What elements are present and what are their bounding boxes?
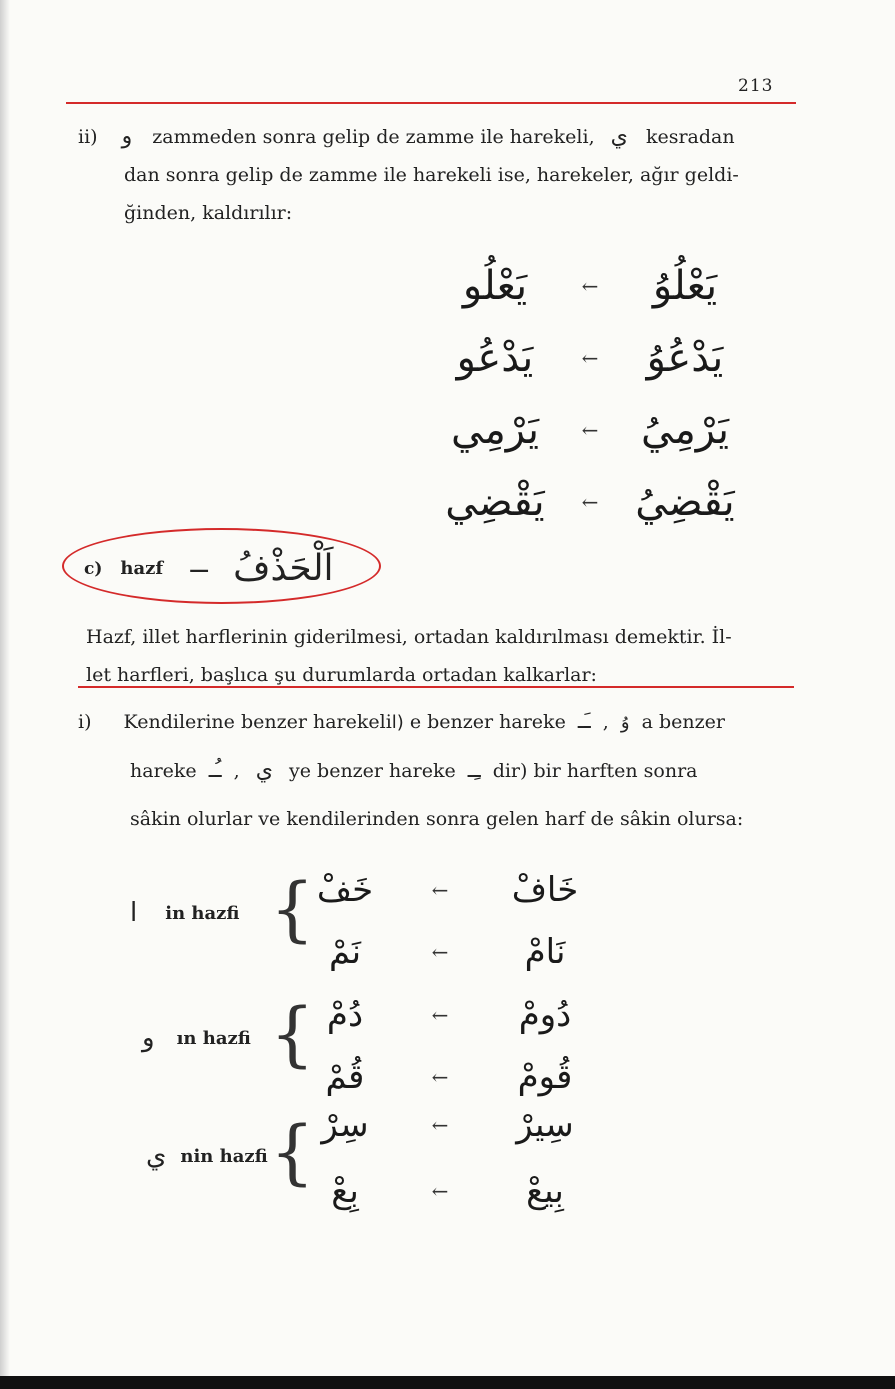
left-arrow-icon: ←: [431, 940, 449, 964]
left-arrow-icon: ←: [431, 878, 449, 902]
group-ya: [130, 1095, 630, 1225]
section-ii-marker: ii): [78, 126, 98, 148]
damma-mark: ـُـ: [208, 758, 222, 783]
section-c-term: hazf: [120, 558, 164, 579]
group-result: دُمْ: [326, 995, 364, 1035]
example-result: يَعْلُو: [462, 263, 528, 309]
brace-icon: {: [270, 1111, 315, 1193]
group-result: خَفْ: [316, 870, 374, 910]
example-row: [440, 394, 740, 466]
page-edge-shadow: [0, 0, 10, 1389]
fatha-mark: ـَـ: [577, 709, 591, 734]
section-ii-line3: ğinden, kaldırılır:: [124, 202, 293, 224]
group-row: [300, 922, 600, 982]
group-waw: [130, 985, 630, 1105]
definition-line1: Hazf, illet harflerinin giderilmesi, ortadan kaldırılması demektir. İl-: [86, 626, 732, 648]
group-source: بِيعْ: [526, 1171, 564, 1211]
brace-icon: {: [270, 868, 315, 950]
example-result: يَقْضِي: [445, 479, 545, 525]
header-rule: [66, 102, 796, 104]
example-row: [440, 250, 740, 322]
group-row: [300, 860, 600, 920]
group-letter: و: [142, 1023, 155, 1053]
section-i-line1b: e benzer hareke: [409, 711, 566, 733]
example-row: [440, 322, 740, 394]
ya-letter: ي: [610, 124, 628, 149]
group-source: نَامْ: [524, 932, 566, 972]
group-result: نَمْ: [328, 932, 362, 972]
left-arrow-icon: ←: [581, 418, 599, 442]
section-c: [84, 548, 334, 589]
section-rule: [78, 686, 794, 688]
section-i-line2b: ye benzer hareke: [289, 760, 456, 782]
kasra-mark: ـِـ: [467, 758, 481, 783]
example-source: يَعْلُوُ: [652, 263, 718, 309]
example-source: يَقْضِيُ: [635, 479, 735, 525]
section-i-line3: sâkin olurlar ve kendilerinden sonra gelen harf de sâkin olursa:: [130, 808, 744, 830]
group-result: قُمْ: [325, 1057, 365, 1097]
definition: [86, 618, 796, 694]
brace-icon: {: [270, 993, 315, 1075]
example-result: يَدْعُو: [456, 335, 534, 381]
comma: ,: [602, 711, 609, 733]
group-letter: ا: [130, 898, 138, 928]
left-arrow-icon: ←: [581, 274, 599, 298]
section-ii-line2: dan sonra gelip de zamme ile harekeli ise, harekeler, ağır geldi-: [124, 164, 739, 186]
example-source: يَدْعُوُ: [646, 335, 724, 381]
comma: ,: [233, 760, 240, 782]
waw-letter: و: [121, 124, 133, 149]
group-source: خَافْ: [511, 870, 579, 910]
ya-letter: ي: [255, 758, 273, 783]
left-arrow-icon: ←: [431, 1065, 449, 1089]
scan-bottom-edge: [0, 1376, 895, 1389]
group-row: [300, 1095, 600, 1155]
group-label: ın hazfi: [176, 1027, 251, 1049]
left-arrow-icon: ←: [581, 346, 599, 370]
waw-mark: وُ: [620, 712, 630, 733]
example-row: [440, 466, 740, 538]
section-i-line2a: hareke: [130, 760, 197, 782]
section-ii-line1b: kesradan: [645, 126, 735, 148]
page-number: 213: [738, 76, 774, 96]
group-label: in hazfi: [165, 902, 240, 924]
examples-ii: [440, 250, 740, 538]
section-i-line2c: dir) bir harften sonra: [492, 760, 698, 782]
section-i: [78, 698, 798, 843]
section-i-line1c: a benzer: [641, 711, 725, 733]
section-ii: [78, 118, 798, 232]
section-i-line1a: Kendilerine benzer harekeli: [123, 711, 392, 733]
example-result: يَرْمِي: [451, 407, 539, 453]
left-arrow-icon: ←: [581, 490, 599, 514]
alif-letter: (ا: [391, 712, 404, 733]
section-c-dash: —: [189, 556, 210, 581]
group-row: [300, 1161, 600, 1221]
definition-line2: let harfleri, başlıca şu durumlarda ortadan kalkarlar:: [86, 664, 597, 686]
left-arrow-icon: ←: [431, 1003, 449, 1027]
section-i-marker: i): [78, 711, 92, 733]
left-arrow-icon: ←: [431, 1113, 449, 1137]
example-source: يَرْمِيُ: [641, 407, 729, 453]
section-ii-line1a: zammeden sonra gelip de zamme ile harekeli,: [152, 126, 595, 148]
group-result: سِرْ: [321, 1105, 369, 1145]
group-row: [300, 985, 600, 1045]
group-source: قُومْ: [517, 1057, 573, 1097]
left-arrow-icon: ←: [431, 1179, 449, 1203]
group-source: دُومْ: [518, 995, 572, 1035]
group-result: بِعْ: [331, 1171, 359, 1211]
group-alif: [130, 860, 630, 980]
section-c-marker: c): [84, 558, 103, 579]
group-source: سِيرْ: [516, 1105, 574, 1145]
group-label: nin hazfi: [180, 1145, 268, 1167]
group-letter: ي: [146, 1141, 167, 1171]
section-c-arabic: اَلْحَذْفُ: [233, 548, 334, 589]
